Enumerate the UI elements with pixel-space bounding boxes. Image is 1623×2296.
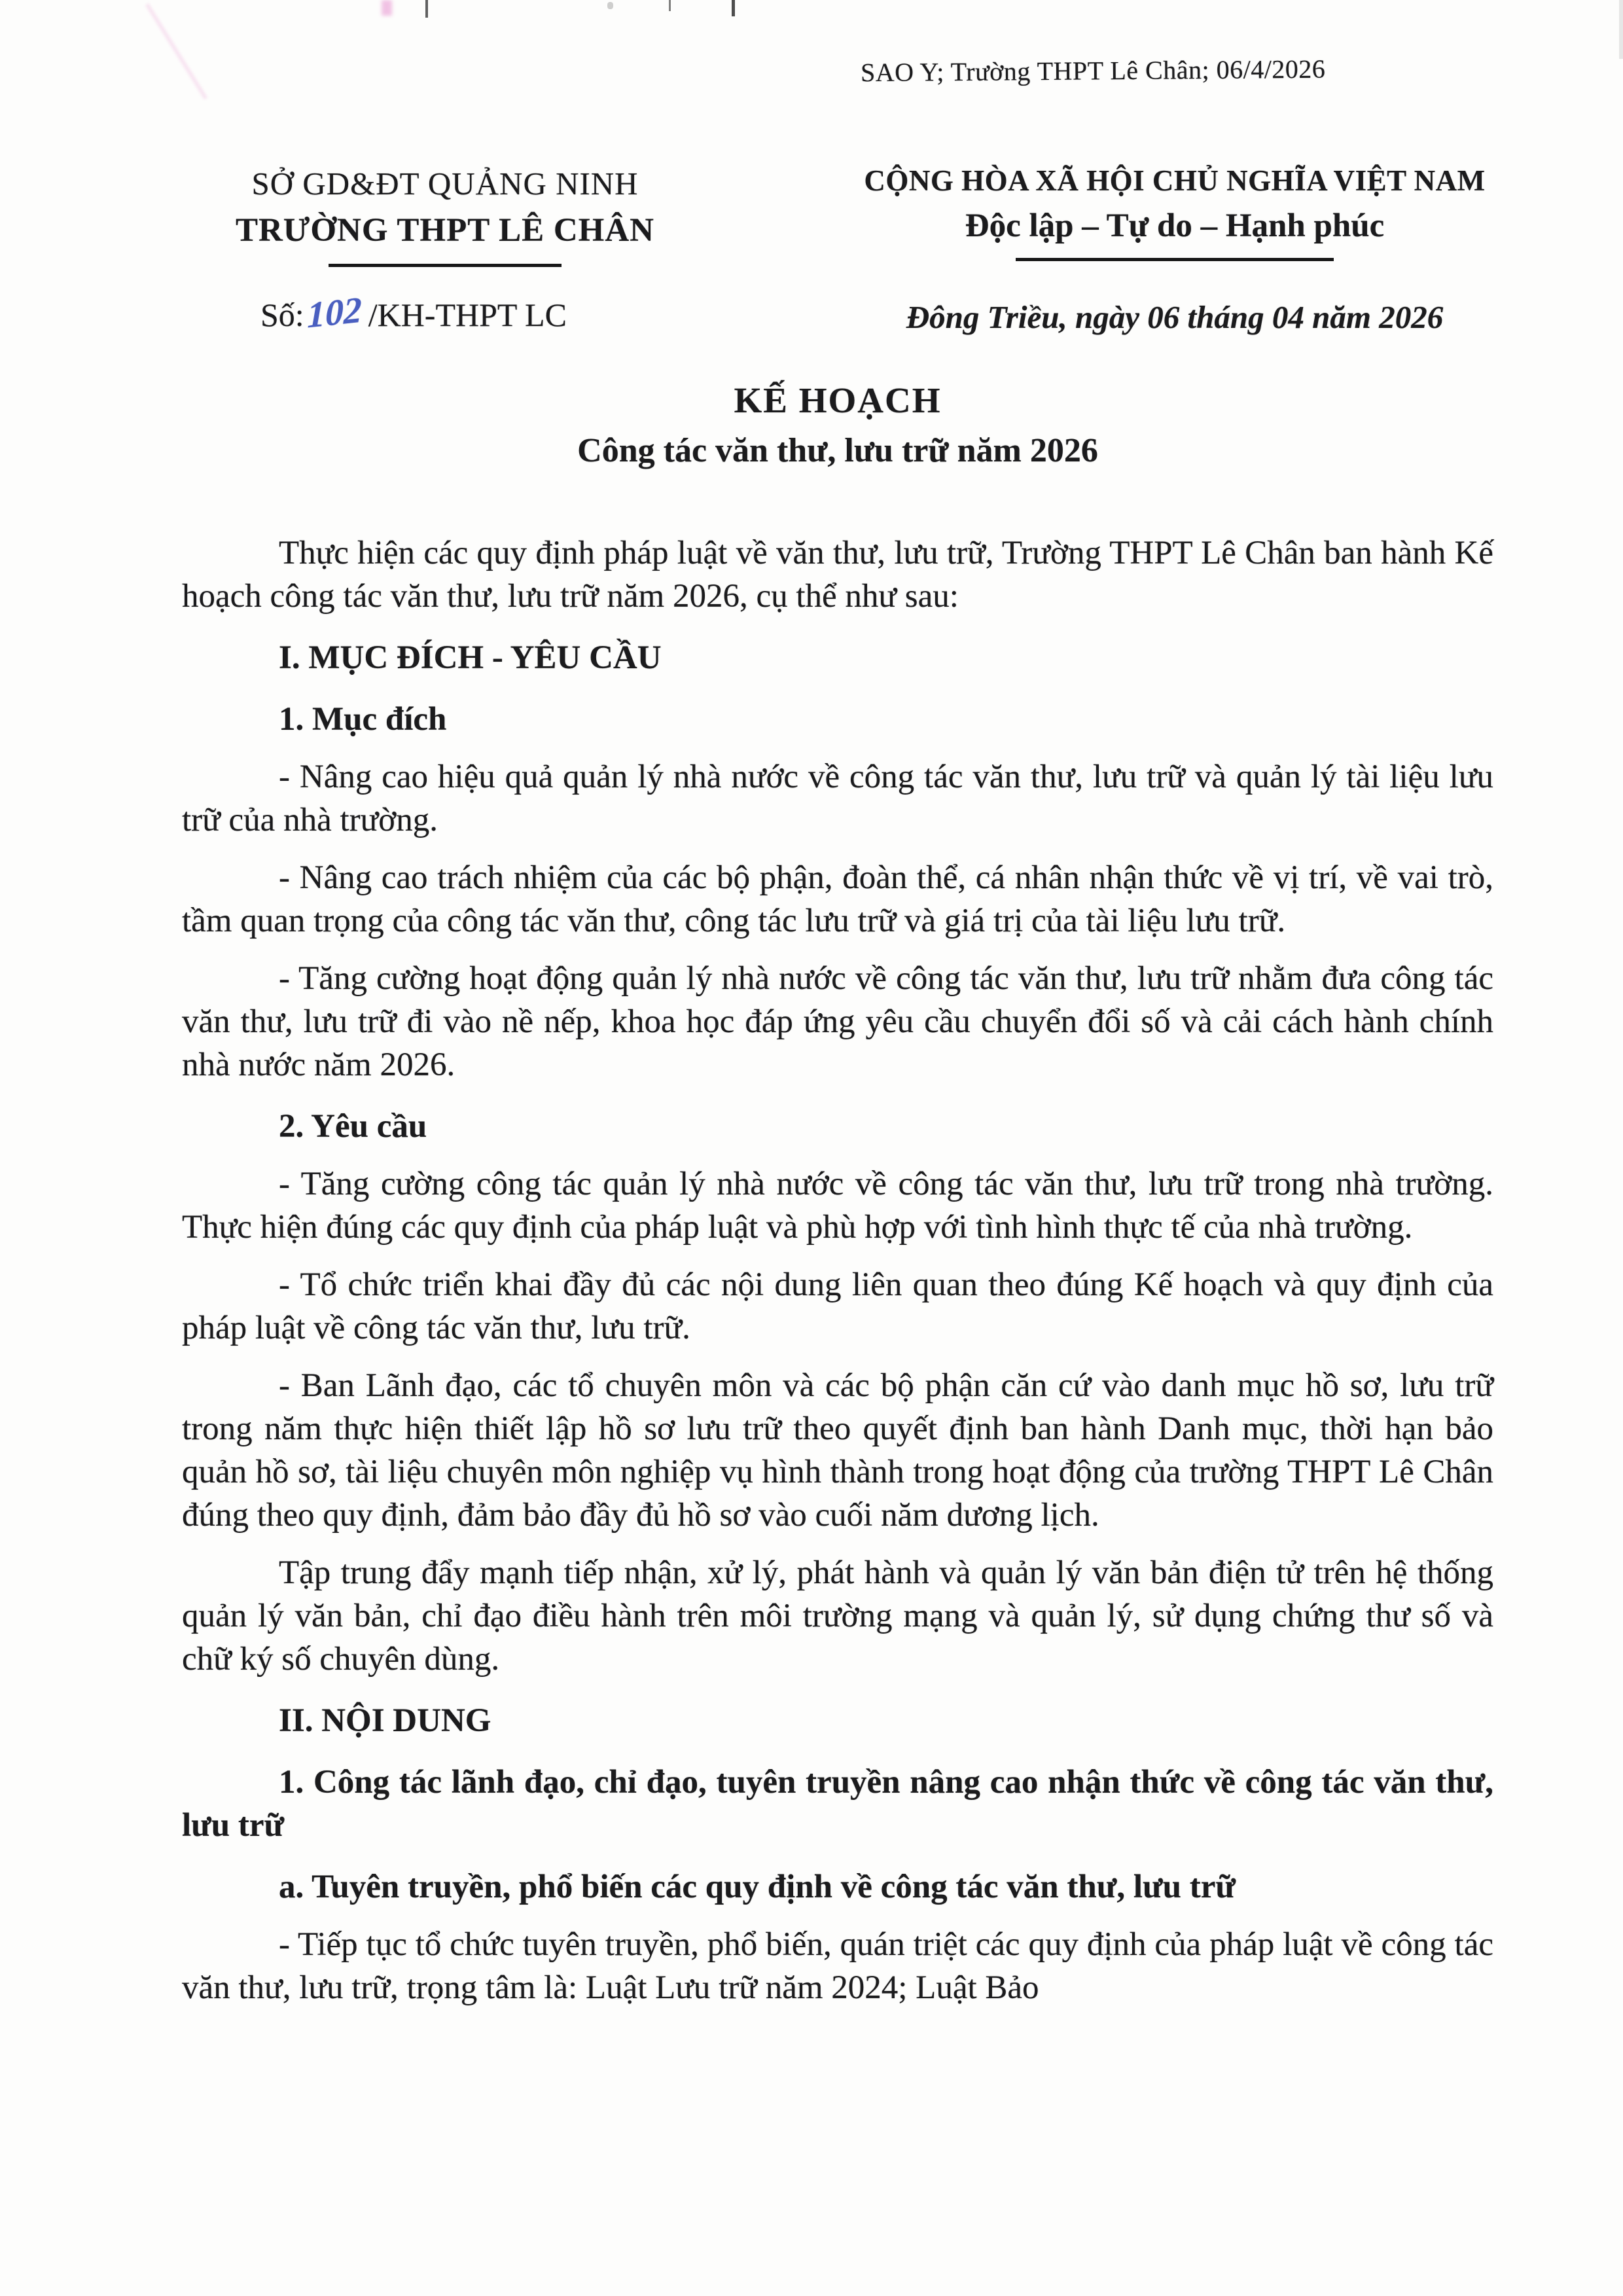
motto-underline bbox=[1016, 258, 1334, 261]
body-paragraph: - Ban Lãnh đạo, các tổ chuyên môn và các bộ phận căn cứ vào danh mục hồ sơ, lưu trữ trong năm thực hiện thiết lập hồ sơ lưu trữ theo quyết định ban hành Danh mục, thời hạn bảo quản hồ sơ, tài liệu chuyên môn nghiệp vụ hình thành trong hoạt động của trường THPT Lê Chân đúng theo quy định, đảm bảo đầy đủ hồ sơ vào cuối năm dương lịch. bbox=[182, 1367, 1493, 1534]
body-paragraph: - Nâng cao trách nhiệm của các bộ phận, đoàn thể, cá nhân nhận thức về vị trí, về vai trò, tầm quan trọng của công tác văn thư, công tác lưu trữ và giá trị của tài liệu lưu trữ. bbox=[182, 859, 1493, 939]
document-subtitle: Công tác văn thư, lưu trữ năm 2026 bbox=[577, 432, 1098, 469]
body-paragraph: - Tăng cường công tác quản lý nhà nước về công tác văn thư, lưu trữ trong nhà trường. Thực hiện đúng các quy định của pháp luật và phù hợp với tình hình thực tế của nhà trường. bbox=[182, 1166, 1493, 1246]
scan-artifact-tick bbox=[425, 0, 428, 18]
scan-artifact-edge bbox=[1619, 0, 1623, 59]
scan-artifact-pink-streak bbox=[145, 3, 207, 99]
agency-school-name: TRƯỜNG THPT LÊ CHÂN bbox=[235, 212, 655, 249]
body-heading: II. NỘI DUNG bbox=[279, 1702, 491, 1739]
body-heading: a. Tuyên truyền, phổ biến các quy định về công tác văn thư, lưu trữ bbox=[279, 1869, 1236, 1905]
body-heading: 1. Công tác lãnh đạo, chỉ đạo, tuyên truyền nâng cao nhận thức về công tác văn thư, lưu trữ bbox=[182, 1764, 1493, 1844]
document-number bbox=[260, 289, 567, 336]
header-national bbox=[802, 164, 1548, 261]
scan-artifact-dot bbox=[607, 2, 613, 9]
body-paragraph: - Tăng cường hoạt động quản lý nhà nước về công tác văn thư, lưu trữ nhằm đưa công tác văn thư, lưu trữ đi vào nề nếp, khoa học đáp ứng yêu cầu chuyển đổi số và cải cách hành chính nhà nước năm 2026. bbox=[182, 960, 1493, 1083]
scan-artifact-tick bbox=[669, 0, 671, 11]
body-paragraph: - Tổ chức triển khai đầy đủ các nội dung liên quan theo đúng Kế hoạch và quy định của pháp luật về công tác văn thư, lưu trữ. bbox=[182, 1266, 1493, 1346]
national-title: CỘNG HÒA XÃ HỘI CHỦ NGHĨA VIỆT NAM bbox=[864, 164, 1486, 197]
agency-underline bbox=[329, 264, 562, 267]
national-motto: Độc lập – Tự do – Hạnh phúc bbox=[965, 207, 1385, 244]
agency-parent-name: SỞ GD&ĐT QUẢNG NINH bbox=[251, 166, 639, 202]
body-paragraph: Thực hiện các quy định pháp luật về văn thư, lưu trữ, Trường THPT Lê Chân ban hành Kế hoạch công tác văn thư, lưu trữ năm 2026, cụ thể như sau: bbox=[182, 535, 1493, 615]
handwritten-number: 102 bbox=[306, 289, 362, 336]
document-number-prefix: Số: bbox=[260, 296, 304, 333]
digital-signature-stamp: SAO Y; Trường THPT Lê Chân; 06/4/2026 bbox=[860, 54, 1326, 88]
document-number-suffix: /KH-THPT LC bbox=[368, 296, 567, 333]
scan-artifact-pink-smudge bbox=[382, 0, 392, 16]
document-title: KẾ HOẠCH bbox=[734, 380, 942, 420]
header-issuing-agency bbox=[187, 165, 704, 267]
body-heading: 2. Yêu cầu bbox=[279, 1108, 427, 1145]
body-heading: I. MỤC ĐÍCH - YÊU CẦU bbox=[279, 639, 662, 676]
body-paragraph: Tập trung đẩy mạnh tiếp nhận, xử lý, phát hành và quản lý văn bản điện tử trên hệ thống quản lý văn bản, chỉ đạo điều hành trên môi trường mạng và quản lý, sử dụng chứng thư số và chữ ký số chuyên dùng. bbox=[182, 1554, 1493, 1677]
body-paragraph: - Tiếp tục tổ chức tuyên truyền, phổ biến, quán triệt các quy định của pháp luật về công tác văn thư, lưu trữ, trọng tâm là: Luật Lưu trữ năm 2024; Luật Bảo bbox=[182, 1926, 1493, 2006]
place-dateline: Đông Triều, ngày 06 tháng 04 năm 2026 bbox=[906, 299, 1444, 335]
document-body bbox=[182, 531, 1493, 2009]
scan-artifact-tick bbox=[732, 0, 735, 16]
title-block bbox=[182, 380, 1493, 470]
body-paragraph: - Nâng cao hiệu quả quản lý nhà nước về công tác văn thư, lưu trữ và quản lý tài liệu lưu trữ của nhà trường. bbox=[182, 759, 1493, 838]
body-heading: 1. Mục đích bbox=[279, 701, 447, 738]
